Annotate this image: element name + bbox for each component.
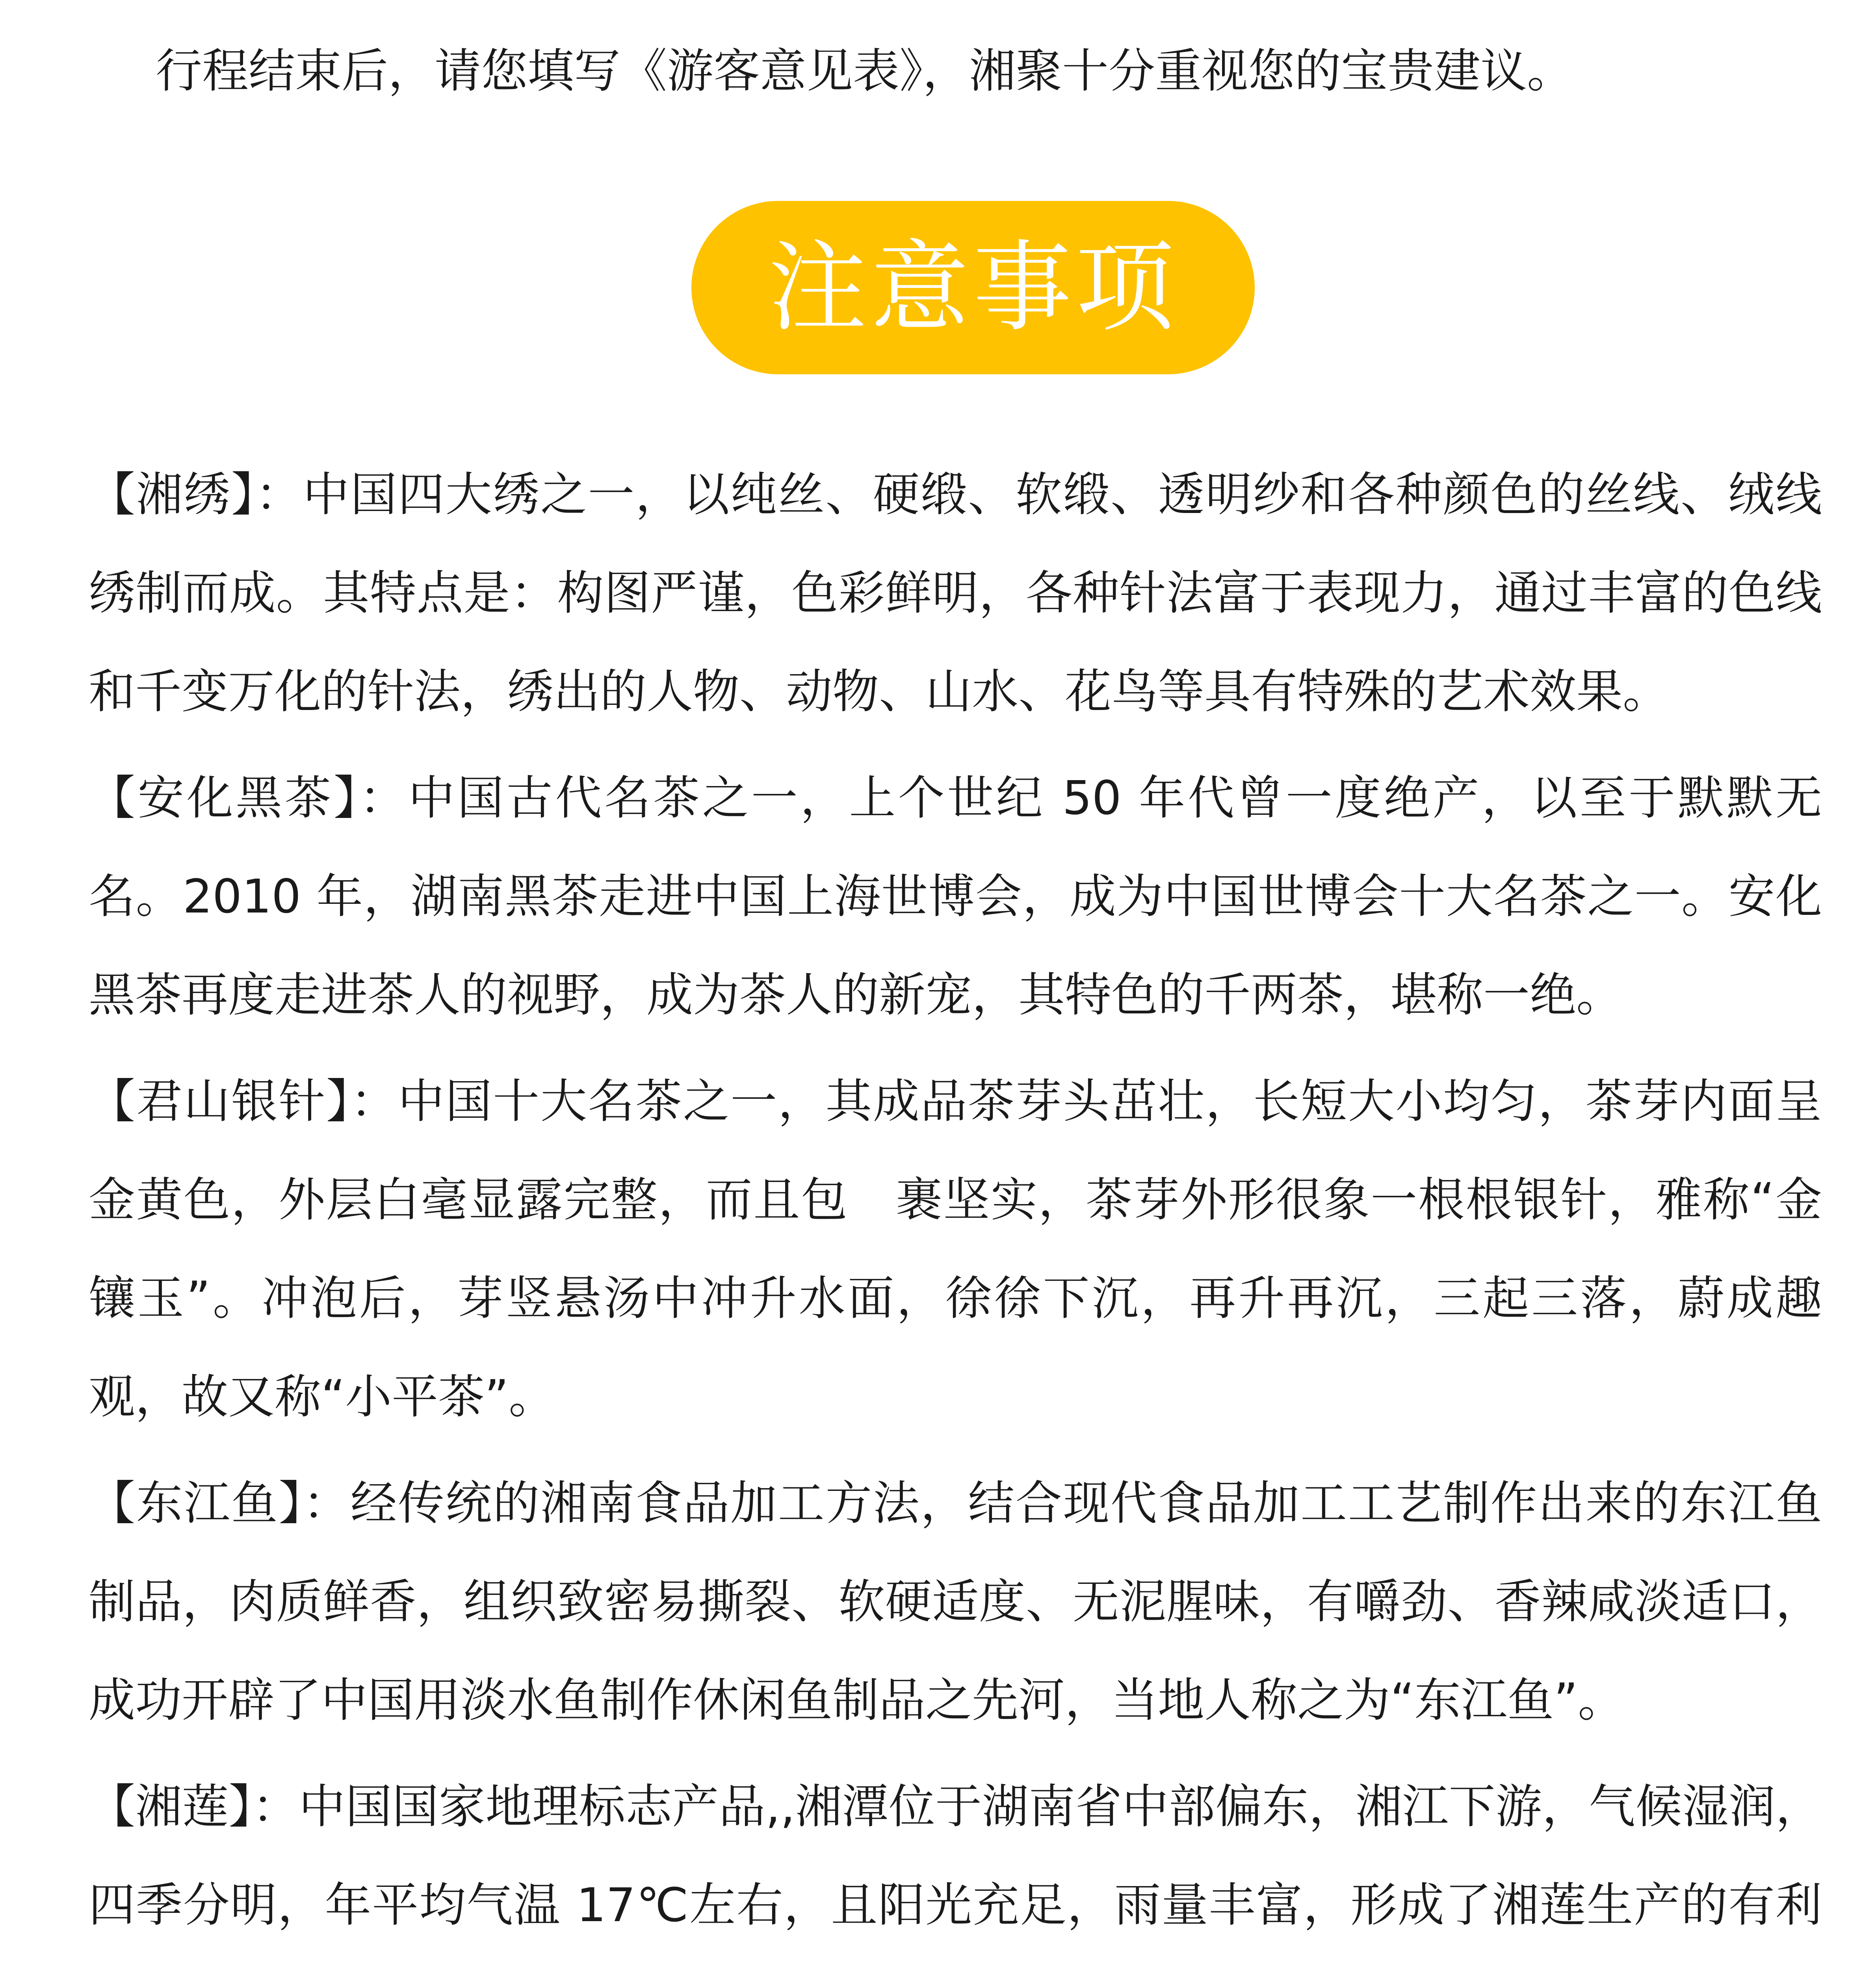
- notes-list: [89, 445, 1822, 1970]
- intro-text: 行程结束后，请您填写《游客意见表》，湘聚十分重视您的宝贵建议。: [156, 44, 1574, 98]
- note-text: ：中国十大名茶之一，其成品茶芽头茁壮，长短大小均匀，茶芽内面呈金黄色，外层白毫显露完整，而且包 裹坚实，茶芽外形很象一根根银针，雅称“金镶玉”。冲泡后，芽竖悬汤中冲升水面，徐徐下沉，再升再沉，三起三落，蔚成趣观，故又称“小平茶”。: [89, 1074, 1822, 1424]
- note-text: ：中国四大绣之一，以纯丝、硬缎、软缎、透明纱和各种颜色的丝线、绒线绣制而成。其特点是：构图严谨，色彩鲜明，各种针法富于表现力，通过丰富的色线和千变万化的针法，绣出的人物、动物、山水、花鸟等具有特殊的艺术效果。: [89, 467, 1822, 719]
- note-label: 【湘绣】: [89, 467, 256, 522]
- section-title-badge: [691, 201, 1255, 374]
- note-item-dongjiang-fish: [89, 1454, 1822, 1749]
- section-title: 注意事项: [768, 230, 1178, 345]
- note-text: ：经传统的湘南食品加工方法，结合现代食品加工工艺制作出来的东江鱼制品，肉质鲜香，组织致密易撕裂、软硬适度、无泥腥味，有嚼劲、香辣咸淡适口，成功开辟了中国用淡水鱼制作休闲鱼制品之先河，当地人称之为“东江鱼”。: [89, 1476, 1822, 1727]
- note-item-anhua-dark-tea: [89, 749, 1822, 1044]
- note-label: 【东江鱼】: [89, 1476, 303, 1530]
- note-text: ：中国国家地理标志产品,,湘潭位于湖南省中部偏东，湘江下游，气候湿润，四季分明，年平均气温 17℃左右，且阳光充足，雨量丰富，形成了湘莲生产的有利: [89, 1779, 1822, 1932]
- note-label: 【湘莲】: [89, 1779, 252, 1834]
- note-text: ：中国古代名茶之一，上个世纪 50 年代曾一度绝产，以至于默默无名。2010 年，湖南黑茶走进中国上海世博会，成为中国世博会十大名茶之一。安化黑茶再度走进茶人的视野，成为茶人的新宠，其特色的千两茶，堪称一绝。: [89, 771, 1822, 1022]
- note-item-xiang-lotus: [89, 1757, 1822, 1970]
- note-item-junshan-silver-needle: [89, 1052, 1822, 1446]
- note-item-xiangxiu: [89, 445, 1822, 741]
- note-label: 【君山银针】: [89, 1074, 351, 1128]
- note-label: 【安化黑茶】: [89, 771, 360, 825]
